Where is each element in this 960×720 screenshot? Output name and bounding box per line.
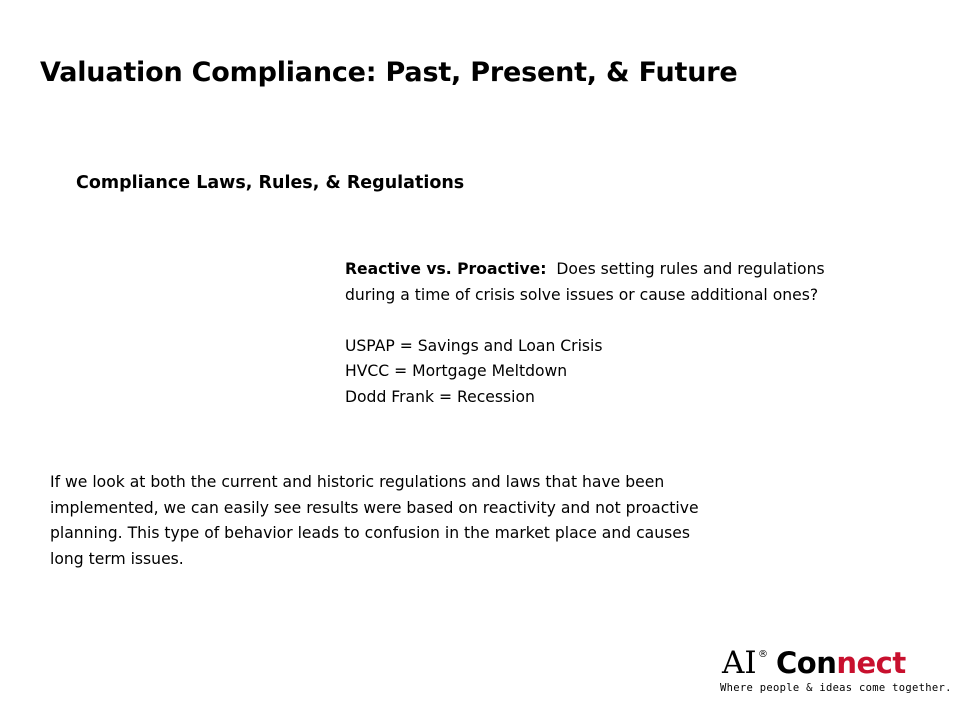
logo-connect-text [776, 646, 906, 680]
body-paragraph [50, 470, 880, 572]
body-line: long term issues. [50, 549, 184, 568]
question-heading: Reactive vs. Proactive: [345, 260, 547, 278]
ai-connect-logo [718, 645, 952, 696]
question-text-1: Does setting rules and regulations [556, 260, 825, 278]
proactive-vs-reactive-sketch [44, 243, 306, 426]
reactive-vs-proactive-section [345, 257, 945, 410]
logo-ai-text: AI [722, 645, 757, 681]
question-line-1 [345, 257, 945, 283]
logo-tagline: Where people & ideas come together. [720, 682, 952, 694]
body-line: If we look at both the current and historic regulations and laws that have been [50, 473, 665, 491]
logo-con: Con [776, 646, 837, 680]
logo-nect: nect [836, 646, 906, 680]
list-item: Dodd Frank = Recession [345, 387, 535, 406]
slide-subtitle: Compliance Laws, Rules, & Regulations [76, 173, 465, 193]
list-item: HVCC = Mortgage Meltdown [345, 362, 568, 380]
slide-title: Valuation Compliance: Past, Present, & Future [40, 57, 738, 88]
spacer [345, 308, 945, 334]
body-line: planning. This type of behavior leads to confusion in the market place and causes [50, 524, 690, 542]
body-line: implemented, we can easily see results were based on reactivity and not proactive [50, 498, 699, 517]
registered-icon: ® [758, 649, 768, 660]
question-line-2: during a time of crisis solve issues or cause additional ones? [345, 285, 819, 304]
list-item: USPAP = Savings and Loan Crisis [345, 336, 603, 355]
